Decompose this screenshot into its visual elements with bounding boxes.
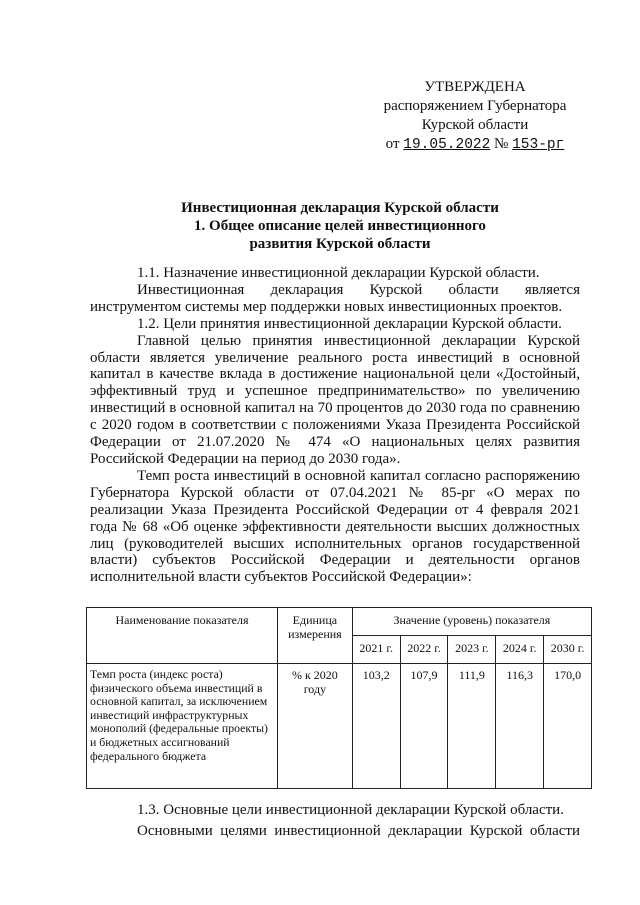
header-year: 2022 г. xyxy=(400,636,448,664)
indicator-value-cell: 103,2 xyxy=(352,664,400,789)
section-1-1-text-line-2: инструментом системы мер поддержки новых инвестиционных проектов. xyxy=(90,298,563,315)
indicator-unit-cell: % к 2020 году xyxy=(278,664,353,789)
header-year: 2030 г. xyxy=(544,636,592,664)
approval-date-number xyxy=(370,135,580,155)
approval-date: 19.05.2022 xyxy=(403,137,491,153)
approval-number-sign: № xyxy=(490,136,513,152)
header-year: 2023 г. xyxy=(448,636,496,664)
title-line-2: 1. Общее описание целей инвестиционного xyxy=(194,218,486,234)
section-1-1-text-line-1: Инвестиционная декларация Курской области является xyxy=(137,281,580,298)
header-indicator-name: Наименование показателя xyxy=(87,608,278,664)
approval-number: 153-рг xyxy=(512,137,565,153)
header-unit: Единица измерения xyxy=(278,608,353,664)
indicator-value-cell: 170,0 xyxy=(544,664,592,789)
table-row xyxy=(87,664,592,789)
header-year: 2021 г. xyxy=(352,636,400,664)
indicator-table xyxy=(86,607,592,789)
title-line-3: развития Курской области xyxy=(249,236,431,252)
header-year: 2024 г. xyxy=(496,636,544,664)
section-1-3-heading: 1.3. Основные цели инвестиционной декларации Курской области. xyxy=(137,802,564,818)
document-title xyxy=(80,199,600,253)
section-1-3 xyxy=(90,800,580,842)
header-values-group: Значение (уровень) показателя xyxy=(352,608,591,636)
indicator-value-cell: 116,3 xyxy=(496,664,544,789)
indicator-name-cell: Темп роста (индекс роста) физического объема инвестиций в основной капитал, за исключением инвестиций инфраструктурных монополий (федеральные проекты) и бюджетных ассигнований федерального бюджета xyxy=(87,664,278,789)
approval-region: Курской области xyxy=(421,117,529,133)
indicator-value-cell: 111,9 xyxy=(448,664,496,789)
title-line-1: Инвестиционная декларация Курской области xyxy=(181,200,499,216)
sections-1-1-1-2 xyxy=(90,265,580,586)
approval-authority: распоряжением Губернатора xyxy=(383,98,567,114)
section-1-2-paragraph-1: Главной целью принятия инвестиционной декларации Курской области является увеличение реального роста инвестиций в основной капитал в качестве вклада в достижение национальной цели «Достойный, эффективный труд и успешное предпринимательство» по увеличению инвестиций в основной капитал на 70 процентов до 2030 года по сравнению с 2020 годом в соответствии с положениями Указа Президента Российской Федерации от 21.07.2020 № 474 «О национальных целях развития Российской Федерации на период до 2030 года». xyxy=(90,332,580,467)
section-1-3-text: Основными целями инвестиционной декларации Курской области xyxy=(137,823,580,839)
section-1-1-heading: 1.1. Назначение инвестиционной декларации Курской области. xyxy=(137,265,540,281)
approval-from-label: от xyxy=(385,136,404,152)
section-1-2-heading: 1.2. Цели принятия инвестиционной декларации Курской области. xyxy=(137,315,562,332)
approval-stamp xyxy=(370,78,580,155)
section-1-2-paragraph-2: Темп роста инвестиций в основной капитал согласно распоряжению Губернатора Курской области от 07.04.2021 № 85-рг «О мерах по реализации Указа Президента Российской Федерации от 4 февраля 2021 года № 68 «Об оценке эффективности деятельности высших должностных лиц (руководителей высших исполнительных органов государственной власти) субъектов Российской Федерации и деятельности органов исполнительной власти субъектов Российской Федерации»: xyxy=(90,467,580,586)
indicator-value-cell: 107,9 xyxy=(400,664,448,789)
approval-title: УТВЕРЖДЕНА xyxy=(424,79,526,95)
